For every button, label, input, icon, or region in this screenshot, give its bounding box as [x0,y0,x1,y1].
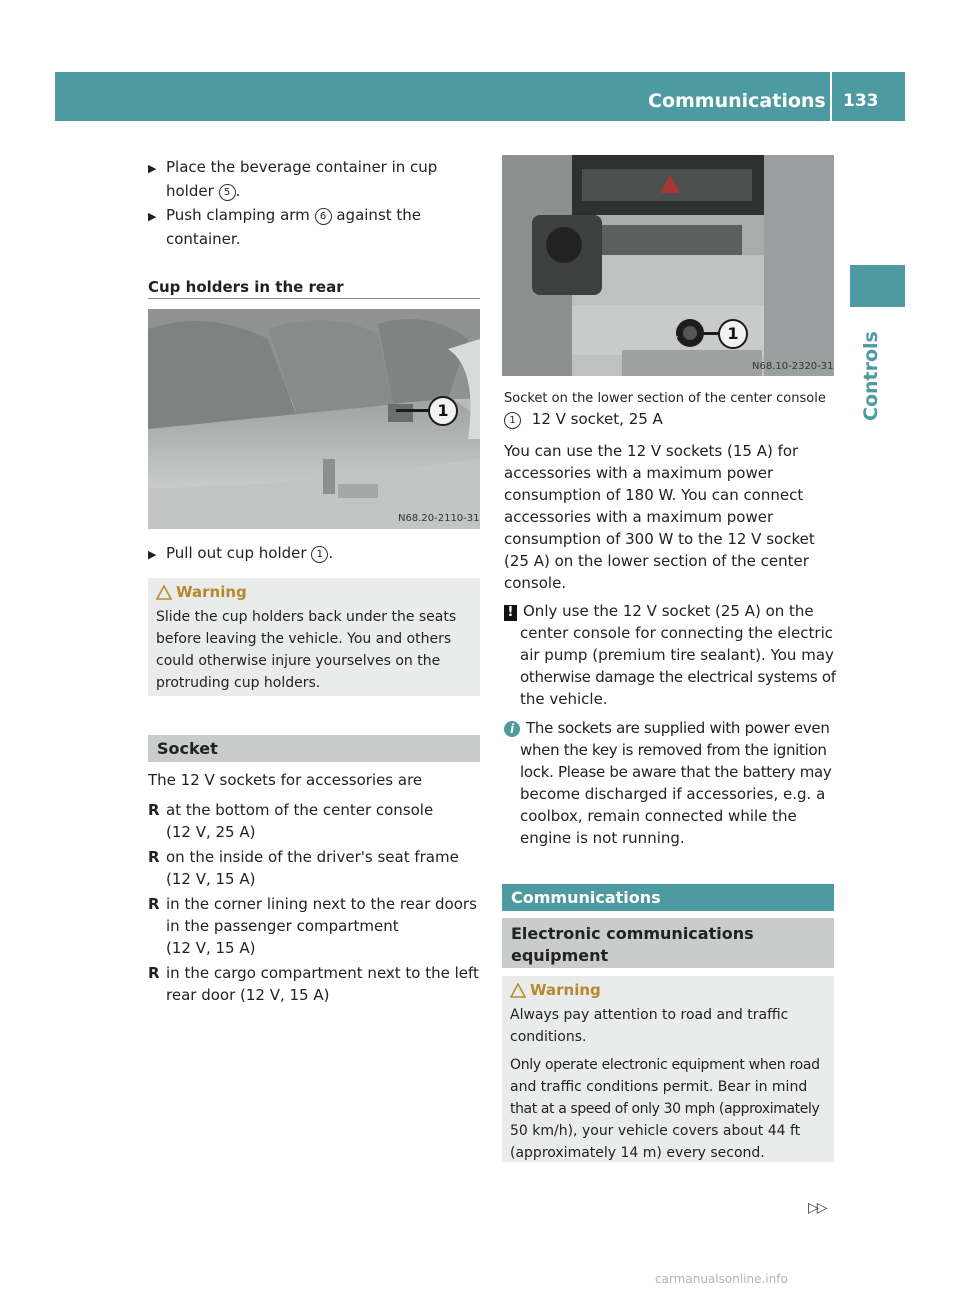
step-text: Place the beverage container in cup [166,158,438,176]
warning-text [510,1004,836,1164]
warning-line: before leaving the vehicle. You and others [156,631,452,647]
list-item: R on the inside of the driver's seat frame (12 V, 15 A) [148,848,459,888]
note-line: when the key is removed from the ignition [520,741,827,759]
note-line: center console for connecting the electric [520,624,833,642]
center-console-socket-photo [502,155,834,376]
caution-icon: ! [504,605,517,621]
heading-text: Socket [157,739,218,758]
warning-triangle-icon [156,585,172,600]
para-line: You can use the 12 V sockets (15 A) for [504,442,799,460]
list-text: (12 V, 15 A) [166,939,256,957]
callout-leader [396,409,432,412]
step-text: against the [336,206,422,224]
socket-list [148,799,480,1006]
list-text: rear door (12 V, 15 A) [166,986,330,1004]
warning-line: Slide the cup holders back under the seats [156,609,457,625]
side-label-text: Controls [860,331,882,421]
continue-arrows-icon: ▷▷ [808,1200,826,1216]
step-place-container: ▶ Place the beverage container in cup holder 5 . [148,158,438,200]
callout-number: 6 [315,208,332,225]
step-text: Push clamping arm [166,206,310,224]
note-line: lock. Please be aware that the battery may [520,763,832,781]
socket-intro: The 12 V sockets for accessories are [148,771,423,789]
warning-title: Warning [176,583,247,601]
list-text: in the passenger compartment [166,917,399,935]
warning-title: Warning [530,981,601,999]
para-line: consumption of 300 W to the 12 V socket [504,530,815,548]
para-line: (25 A) on the lower section of the center [504,552,809,570]
para-line: accessories with a maximum power [504,464,774,482]
side-tab [850,265,905,307]
note-line: engine is not running. [520,829,685,847]
info-note [504,717,836,849]
note-line: coolbox, remain connected while the [520,807,797,825]
note-line: Only use the 12 V socket (25 A) on the [523,602,814,620]
step-arrow-icon: ▶ [148,162,157,175]
callout-marker: 1 [428,396,458,426]
section-heading-socket [148,735,480,762]
caution-note [504,600,836,710]
heading-text: equipment [511,946,609,965]
section-heading-cup-holders: Cup holders in the rear [148,278,344,296]
image-code: N68.10-2320-31 [752,361,834,372]
step-push-arm [148,204,478,250]
list-text: in the cargo compartment next to the left [166,964,479,982]
legend-text: 12 V socket, 25 A [531,410,663,428]
list-text: at the bottom of the center console [166,801,434,819]
step-text: container. [166,230,241,248]
list-item: R in the cargo compartment next to the left rear door (12 V, 15 A) [148,964,479,1004]
watermark: carmanualsonline.info [655,1272,788,1286]
warning-line: conditions. [510,1029,587,1045]
list-item: R in the corner lining next to the rear doors in the passenger compartment (12 V, 15 A) [148,895,477,957]
warning-line: and traffic conditions permit. Bear in mind [510,1079,808,1095]
para-line: consumption of 180 W. You can connect [504,486,804,504]
step-arrow-icon: ▶ [148,210,157,223]
section-heading-communications [502,884,834,911]
rear-seat-cup-holder-photo [148,309,480,529]
list-item: R at the bottom of the center console (12 V, 25 A) [148,801,434,841]
image-code: N68.20-2110-31 [398,513,480,524]
warning-line: 50 km/h), your vehicle covers about 44 ft [510,1123,801,1139]
warning-line: Always pay attention to road and traffic [510,1007,789,1023]
note-line: air pump (premium tire sealant). You may [520,646,834,664]
step-text: holder [166,182,214,200]
subsection-heading-electronic-equipment [502,918,834,968]
warning-triangle-icon [510,983,526,998]
note-line: The sockets are supplied with power even [526,719,830,737]
socket-power-paragraph [504,440,836,594]
header-divider [830,72,832,121]
warning-box-communications [502,976,834,1162]
photo-caption: Socket on the lower section of the center console [504,391,826,406]
callout-number: 5 [219,184,236,201]
warning-box-cup-holders [148,578,480,696]
heading-rule [148,298,480,299]
warning-line: that at a speed of only 30 mph (approximately [510,1101,820,1117]
info-icon: i [504,721,520,737]
side-section-label [850,315,905,425]
note-line: become discharged if accessories, e.g. a [520,785,826,803]
warning-line: protruding cup holders. [156,675,321,691]
callout-number: 1 [311,546,328,563]
callout-number: 1 [504,412,521,429]
note-line: otherwise damage the electrical systems of [520,668,836,686]
photo-legend [504,408,834,430]
para-line: accessories with a maximum power [504,508,774,526]
para-line: console. [504,574,567,592]
step-pull-out-cup-holder: ▶ Pull out cup holder 1 . [148,542,478,566]
warning-line: could otherwise injure yourselves on the [156,653,441,669]
chapter-title: Communications [648,90,826,112]
step-text: Pull out cup holder [166,544,307,562]
list-text: on the inside of the driver's seat frame [166,848,459,866]
step-arrow-icon: ▶ [148,548,157,561]
note-line: the vehicle. [520,690,608,708]
heading-text: Electronic communications [511,924,754,943]
list-text: (12 V, 25 A) [166,823,256,841]
warning-line: Only operate electronic equipment when road [510,1057,820,1073]
socket-label: 12 V [662,335,678,343]
list-text: (12 V, 15 A) [166,870,256,888]
list-text: in the corner lining next to the rear doors [166,895,477,913]
page-number: 133 [843,91,879,111]
warning-text [156,606,476,694]
warning-line: (approximately 14 m) every second. [510,1145,765,1161]
callout-marker: 1 [718,319,748,349]
heading-text: Communications [511,888,661,907]
